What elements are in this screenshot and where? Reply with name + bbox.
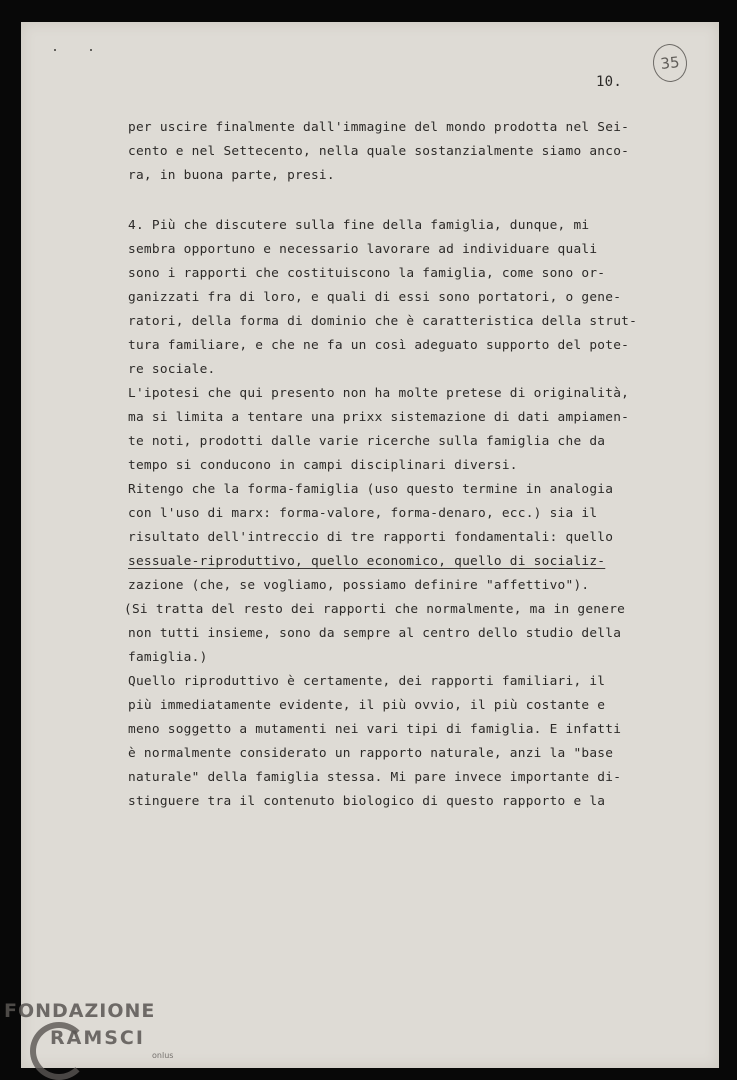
typed-text-body: [124, 120, 688, 809]
text-line: sono i rapporti che costituiscono la famiglia, come sono or-: [128, 266, 606, 281]
text-line: zazione (che, se vogliamo, possiamo definire "affettivo").: [128, 578, 590, 593]
text-line: naturale" della famiglia stessa. Mi pare invece importante di-: [128, 770, 622, 785]
punch-marks: [54, 47, 94, 53]
text-line: è normalmente considerato un rapporto naturale, anzi la "base: [128, 746, 614, 761]
text-line: meno soggetto a mutamenti nei vari tipi di famiglia. E infatti: [128, 722, 622, 737]
text-line: più immediatamente evidente, il più ovvio, il più costante e: [128, 698, 606, 713]
text-line: ratori, della forma di dominio che è caratteristica della strut-: [128, 314, 638, 329]
text-line: cento e nel Settecento, nella quale sostanzialmente siamo anco-: [128, 144, 630, 159]
text-line: famiglia.): [128, 650, 208, 665]
text-line: Ritengo che la forma-famiglia (uso questo termine in analogia: [128, 482, 614, 497]
logo-suffix: onlus: [152, 1051, 174, 1060]
text-line: sembra opportuno e necessario lavorare ad individuare quali: [128, 242, 598, 257]
text-line: ganizzati fra di loro, e quali di essi sono portatori, o gene-: [128, 290, 622, 305]
logo-line-2: RAMSCI: [50, 1027, 145, 1049]
text-line: te noti, prodotti dalle varie ricerche sulla famiglia che da: [128, 434, 606, 449]
page-number: 10.: [596, 74, 623, 90]
text-line: risultato dell'intreccio di tre rapporti fondamentali: quello: [128, 530, 614, 545]
text-line: re sociale.: [128, 362, 216, 377]
fondazione-gramsci-logo: [4, 1000, 194, 1078]
text-line: 4. Più che discutere sulla fine della famiglia, dunque, mi: [128, 218, 590, 233]
text-line: ra, in buona parte, presi.: [128, 168, 335, 183]
text-line: ma si limita a tentare una prixx sistemazione di dati ampiamen-: [128, 410, 630, 425]
text-line-underlined: sessuale-riproduttivo, quello economico, quello di socializ-: [128, 554, 606, 569]
text-line: tempo si conducono in campi disciplinari diversi.: [128, 458, 518, 473]
text-line: Quello riproduttivo è certamente, dei rapporti familiari, il: [128, 674, 606, 689]
text-line: con l'uso di marx: forma-valore, forma-denaro, ecc.) sia il: [128, 506, 598, 521]
text-line: L'ipotesi che qui presento non ha molte pretese di originalità,: [128, 386, 630, 401]
logo-line-1: FONDAZIONE: [4, 1000, 156, 1022]
document-page: [21, 22, 719, 1068]
text-line: non tutti insieme, sono da sempre al centro dello studio della: [128, 626, 622, 641]
archive-stamp-number: 35: [651, 42, 689, 83]
text-line: (Si tratta del resto dei rapporti che normalmente, ma in genere: [124, 602, 626, 617]
text-line: tura familiare, e che ne fa un così adeguato supporto del pote-: [128, 338, 630, 353]
text-line: stinguere tra il contenuto biologico di questo rapporto e la: [128, 794, 606, 809]
text-line: per uscire finalmente dall'immagine del mondo prodotta nel Sei-: [128, 120, 630, 135]
